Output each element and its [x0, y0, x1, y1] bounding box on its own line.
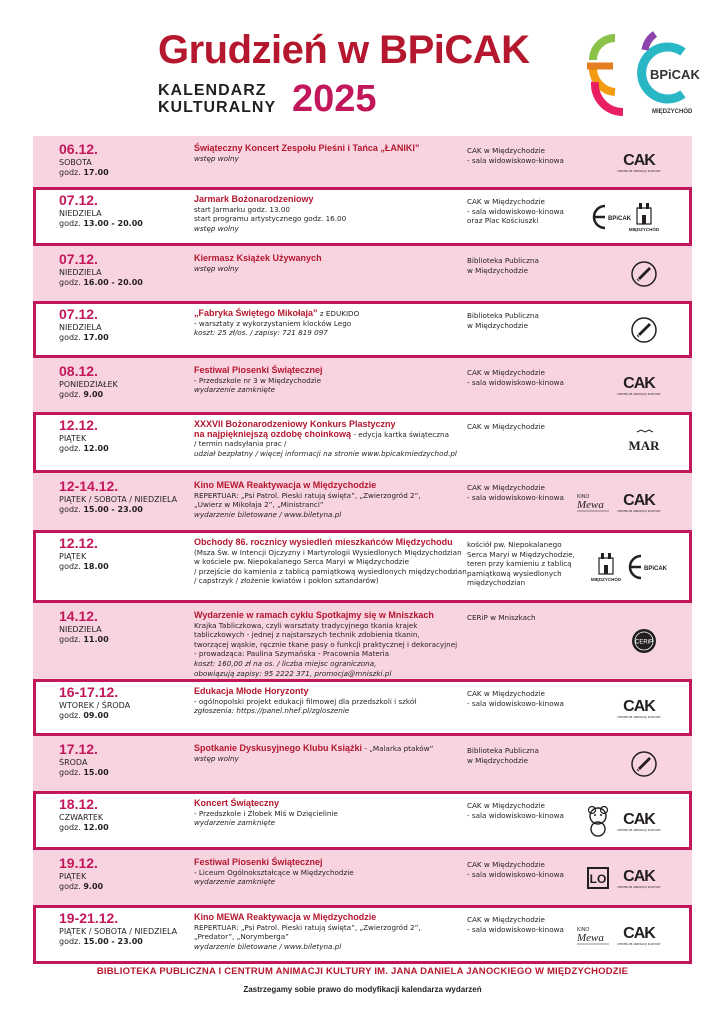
- event-row: [33, 850, 692, 905]
- event-title: Spotkanie Dyskusyjnego Klubu Książki: [194, 743, 363, 753]
- event-place: [467, 801, 587, 820]
- event-details: [194, 744, 484, 763]
- event-place: [467, 915, 590, 934]
- event-note: wstęp wolny: [194, 223, 239, 233]
- event-place-line: CAK w Międzychodzie: [467, 368, 545, 377]
- event-place: [467, 483, 590, 502]
- logo-subtext: MIĘDZYCHÓD: [652, 109, 693, 115]
- event-place-line: CAK w Międzychodzie: [467, 689, 545, 698]
- event-details: [194, 611, 484, 678]
- event-hour: godz. 18.00: [59, 562, 109, 571]
- event-place: [467, 540, 587, 588]
- svg-text:BPiCAK: BPiCAK: [644, 565, 668, 572]
- cak-icon: [619, 488, 659, 516]
- event-line: start programu artystycznego godz. 16.00: [194, 214, 347, 224]
- bpicak-icon: [591, 202, 632, 232]
- event-note: wstęp wolny: [194, 153, 239, 163]
- event-hour: godz. 16.00 - 20.00: [59, 278, 143, 287]
- event-place-line: CAK w Międzychodzie: [467, 801, 545, 810]
- header: [0, 0, 725, 132]
- event-place-line: CAK w Międzychodzie: [467, 483, 545, 492]
- event-hour: godz. 15.00: [59, 768, 109, 777]
- event-line: „Uwierz w Mikołaja 2”, „Ministranci”: [194, 500, 324, 510]
- event-day: SOBOTA: [59, 158, 92, 167]
- event-date: 06.12.: [59, 141, 98, 157]
- event-note: wydarzenie biletowane / www.biletyna.pl: [194, 509, 342, 519]
- event-day: PIĄTEK / SOBOTA / NIEDZIELA: [59, 927, 178, 936]
- event-note: wydarzenie zamknięte: [194, 385, 276, 395]
- event-note: koszt: 160,00 zł na os. / liczba miejsc ograniczona,: [194, 658, 377, 668]
- event-place-line: - sala widowiskowo-kinowa: [467, 869, 564, 879]
- event-details: [194, 309, 484, 338]
- event-title: Koncert Świąteczny: [194, 798, 280, 808]
- event-place-line: oraz Plac Kościuszki: [467, 216, 539, 226]
- event-line: - prowadząca: Paulina Szymańska - Pracownia Materia: [194, 649, 390, 659]
- event-day: NIEDZIELA: [59, 268, 102, 277]
- cak-icon: [619, 148, 659, 176]
- event-title-suffix: z EDUKIDO: [317, 309, 360, 318]
- event-line: start Jarmarku godz. 13.00: [194, 204, 290, 214]
- event-place-line: CAK w Międzychodzie: [467, 422, 545, 431]
- event-row: [33, 187, 692, 246]
- svg-text:BPiCAK: BPiCAK: [608, 215, 632, 222]
- miedzychod-coat-of-arms-icon: [629, 200, 659, 234]
- event-hour: godz. 9.00: [59, 882, 104, 891]
- miedzychod-coat-of-arms-icon: [591, 550, 621, 584]
- cerip-icon: [629, 626, 659, 656]
- svg-text:CERiP: CERiP: [634, 639, 654, 646]
- cak-logo-text: CAK: [623, 697, 655, 715]
- event-note: wydarzenie biletowane / www.biletyna.pl: [194, 941, 342, 951]
- event-date: 17.12.: [59, 741, 98, 757]
- event-day: PIĄTEK: [59, 552, 87, 561]
- library-icon: [629, 315, 659, 345]
- event-details: [194, 538, 484, 586]
- page-subtitle: [158, 82, 276, 116]
- event-date: 12.12.: [59, 535, 98, 551]
- event-place: [467, 746, 587, 765]
- event-hour: godz. 15.00 - 23.00: [59, 505, 143, 514]
- cak-logo-sub: CENTRUM ANIMACJI KULTURY: [617, 714, 661, 719]
- cak-logo-text: CAK: [623, 491, 655, 509]
- event-line: - Przedszkole nr 3 w Międzychodzie: [194, 375, 322, 385]
- cak-logo-text: CAK: [623, 810, 655, 828]
- event-line: tabliczkowych - jednej z najstarszych technik zdobienia tkanin,: [194, 630, 420, 640]
- event-hour: godz. 9.00: [59, 390, 104, 399]
- event-day: CZWARTEK: [59, 813, 104, 822]
- event-place: [467, 197, 587, 226]
- event-details: [194, 195, 484, 233]
- event-place-line: Biblioteka Publiczna: [467, 311, 539, 320]
- event-place-line: - sala widowiskowo-kinowa: [467, 377, 564, 387]
- cak-logo-text: CAK: [623, 151, 655, 169]
- kino-mewa-icon: [573, 922, 613, 948]
- event-place-line: - sala widowiskowo-kinowa: [467, 155, 564, 165]
- event-title: Edukacja Młode Horyzonty: [194, 686, 309, 696]
- event-date: 07.12.: [59, 192, 98, 208]
- event-note: wydarzenie zamknięte: [194, 877, 276, 887]
- cak-icon: [619, 921, 659, 949]
- event-day: WTOREK / ŚRODA: [59, 701, 131, 710]
- event-place-line: Serca Maryi w Międzychodzie,: [467, 549, 575, 559]
- library-icon: [629, 259, 659, 289]
- event-line: REPERTUAR: „Psi Patrol. Pieski ratują święta”, „Zwierzogród 2”,: [194, 922, 421, 932]
- event-place-line: - sala widowiskowo-kinowa: [467, 206, 564, 216]
- event-title: Świąteczny Koncert Zespołu Pieśni i Tańca „ŁANIKI”: [194, 143, 420, 153]
- cak-icon: [619, 694, 659, 722]
- event-title: Obchody 86. rocznicy wysiedleń mieszkańców Międzychodu: [194, 537, 453, 547]
- event-line: / termin nadsyłania prac /: [194, 439, 287, 449]
- svg-text:MAR: MAR: [628, 437, 660, 453]
- event-details: [194, 913, 484, 951]
- event-title: Wydarzenie w ramach cyklu Spotkajmy się w Mniszkach: [194, 610, 434, 620]
- event-place-line: Biblioteka Publiczna: [467, 746, 539, 755]
- cak-logo-sub: CENTRUM ANIMACJI KULTURY: [617, 884, 661, 889]
- event-note: wydarzenie zamknięte: [194, 818, 276, 828]
- library-icon: [629, 749, 659, 779]
- event-row: [33, 736, 692, 791]
- event-note: udział bezpłatny / więcej informacji na stronie www.bpicakmiedzychod.pl: [194, 448, 457, 458]
- event-details: [194, 799, 484, 828]
- event-details: [194, 420, 484, 458]
- svg-text:Mewa: Mewa: [577, 498, 604, 511]
- event-place: [467, 613, 587, 623]
- event-day: PIĄTEK / SOBOTA / NIEDZIELA: [59, 495, 178, 504]
- event-line: - ogólnopolski projekt edukacji filmowej dla przedszkoli i szkół: [194, 696, 417, 706]
- event-row: [33, 530, 692, 603]
- event-place: [467, 860, 587, 879]
- event-date: 08.12.: [59, 363, 98, 379]
- event-note: wstęp wolny: [194, 753, 239, 763]
- event-date: 07.12.: [59, 306, 98, 322]
- event-place-line: CAK w Międzychodzie: [467, 197, 545, 206]
- event-title: Kino MEWA Reaktywacja w Międzychodzie: [194, 480, 377, 490]
- event-place-line: - sala widowiskowo-kinowa: [467, 810, 564, 820]
- event-line: / capstrzyk / złożenie kwiatów i pokłon sztandarów): [194, 576, 379, 586]
- event-row: [33, 136, 692, 187]
- event-line: Krajka Tabliczkowa, czyli warsztaty tradycyjnego tkania krajek: [194, 620, 418, 630]
- event-hour: godz. 15.00 - 23.00: [59, 937, 143, 946]
- event-title: Jarmark Bożonarodzeniowy: [194, 194, 314, 204]
- event-place-line: w Międzychodzie: [467, 755, 529, 765]
- event-title-line-2: na najpiękniejszą ozdobę choinkową: [194, 428, 352, 439]
- event-hour: godz. 17.00: [59, 168, 109, 177]
- year: 2025: [292, 78, 377, 120]
- event-hour: godz. 09.00: [59, 711, 109, 720]
- event-line: „Predator”, „Norymberga”: [194, 932, 289, 942]
- event-day: PONIEDZIAŁEK: [59, 380, 118, 389]
- page-title: Grudzień w BPiCAK: [158, 28, 530, 72]
- event-place-line: teren przy kamieniu z tablicą: [467, 559, 572, 569]
- event-details: [194, 144, 484, 163]
- event-note: koszt: 25 zł/os. / zapisy: 721 819 097: [194, 328, 328, 338]
- event-date: 19.12.: [59, 855, 98, 871]
- event-title-suffix: - „Malarka ptaków”: [362, 744, 434, 753]
- event-date: 16-17.12.: [59, 684, 119, 700]
- cak-icon: [619, 371, 659, 399]
- event-day: PIĄTEK: [59, 434, 87, 443]
- event-hour: godz. 13.00 - 20.00: [59, 219, 143, 228]
- subtitle-line-1: KALENDARZ: [158, 82, 267, 99]
- svg-text:LO: LO: [589, 871, 607, 886]
- cak-logo-text: CAK: [623, 867, 655, 885]
- event-day: NIEDZIELA: [59, 323, 102, 332]
- event-date: 14.12.: [59, 608, 98, 624]
- event-line: w kościele pw. Niepokalanego Serca Maryi w Międzychodzie: [194, 557, 410, 567]
- event-place: [467, 368, 587, 387]
- event-date: 12.12.: [59, 417, 98, 433]
- footer-disclaimer: Zastrzegamy sobie prawo do modyfikacji kalendarza wydarzeń: [243, 985, 482, 994]
- event-place-line: w Międzychodzie: [467, 320, 529, 330]
- event-date: 18.12.: [59, 796, 98, 812]
- cak-logo-sub: CENTRUM ANIMACJI KULTURY: [617, 827, 661, 832]
- cak-icon: [619, 864, 659, 892]
- event-note: obowiązują zapisy: 95 2222 371, promocja@mniszki.pl: [194, 668, 392, 678]
- event-title: Kino MEWA Reaktywacja w Międzychodzie: [194, 912, 377, 922]
- event-hour: godz. 12.00: [59, 823, 109, 832]
- event-row: [33, 358, 692, 412]
- event-day: NIEDZIELA: [59, 209, 102, 218]
- cak-icon: [619, 807, 659, 835]
- event-place-line: międzychodzian: [467, 578, 526, 588]
- cak-logo-sub: CENTRUM ANIMACJI KULTURY: [617, 168, 661, 173]
- teddy-bear-icon: [583, 804, 613, 838]
- event-day: ŚRODA: [59, 758, 88, 767]
- event-place-line: CAK w Międzychodzie: [467, 146, 545, 155]
- svg-text:KINO: KINO: [577, 493, 590, 500]
- event-day: NIEDZIELA: [59, 625, 102, 634]
- cak-logo-text: CAK: [623, 375, 655, 392]
- cak-logo-sub: CENTRUM ANIMACJI KULTURY: [617, 392, 661, 396]
- lo-icon: [583, 863, 613, 893]
- event-date: 12-14.12.: [59, 478, 119, 494]
- event-title: XXXVII Bożonarodzeniowy Konkurs Plastyczny: [194, 419, 396, 429]
- event-place-line: pamiątkową wysiedlonych: [467, 568, 562, 578]
- event-place-line: kościół pw. Niepokalanego: [467, 540, 562, 549]
- event-line: - Przedszkole i Żłobek Miś w Dzięcielinie: [194, 808, 338, 818]
- event-details: [194, 254, 484, 273]
- event-row: [33, 246, 692, 301]
- event-place-line: w Międzychodzie: [467, 265, 529, 275]
- event-title: Festiwal Piosenki Świątecznej: [194, 857, 323, 867]
- event-place: [467, 146, 587, 165]
- kino-mewa-icon: [573, 489, 613, 515]
- event-hour: godz. 17.00: [59, 333, 109, 342]
- subtitle-line-2: KULTURALNY: [158, 99, 277, 116]
- event-line: - warsztaty z wykorzystaniem klocków Lego: [194, 318, 352, 328]
- svg-text:MIĘDZYCHÓD: MIĘDZYCHÓD: [628, 226, 660, 232]
- event-note: wstęp wolny: [194, 263, 239, 273]
- event-place-line: CERiP w Mniszkach: [467, 613, 536, 622]
- event-place-line: - sala widowiskowo-kinowa: [467, 924, 564, 934]
- mar-icon: [629, 428, 659, 458]
- event-place: [467, 256, 587, 275]
- event-row: [33, 679, 692, 736]
- event-place: [467, 311, 587, 330]
- event-line: / przejście do kamienia z tablicą pamiątkową wysiedlonych międzychodzian: [194, 566, 467, 576]
- event-title: Kiermasz Książek Używanych: [194, 253, 322, 263]
- event-note: zgłoszenia: https://panel.nhef.pl/zgloszenie: [194, 706, 350, 716]
- event-details: [194, 366, 484, 395]
- event-line: tworzącej wąskie, ręcznie tkane pasy o funkcji praktycznej i dekoracyjnej: [194, 639, 458, 649]
- event-row: [33, 473, 692, 530]
- event-line: - Liceum Ogólnokształcące w Międzychodzie: [194, 867, 354, 877]
- event-hour: godz. 11.00: [59, 635, 109, 644]
- logo-text: BPiCAK: [650, 67, 700, 82]
- svg-text:MIĘDZYCHÓD: MIĘDZYCHÓD: [590, 576, 622, 582]
- svg-text:Mewa: Mewa: [577, 931, 604, 944]
- event-place-line: Biblioteka Publiczna: [467, 256, 539, 265]
- event-row: [33, 603, 692, 679]
- event-details: [194, 687, 484, 716]
- event-place-line: - sala widowiskowo-kinowa: [467, 698, 564, 708]
- event-place-line: - sala widowiskowo-kinowa: [467, 492, 564, 502]
- event-date: 19-21.12.: [59, 910, 119, 926]
- cak-logo-text: CAK: [623, 924, 655, 942]
- event-day: PIĄTEK: [59, 872, 87, 881]
- svg-text:KINO: KINO: [577, 926, 590, 933]
- bpicak-icon: [627, 552, 668, 582]
- event-place-line: CAK w Międzychodzie: [467, 915, 545, 924]
- event-hour: godz. 12.00: [59, 444, 109, 453]
- event-title: „Fabryka Świętego Mikołaja”: [194, 308, 318, 318]
- event-line: REPERTUAR: „Psi Patrol. Pieski ratują święta”, „Zwierzogród 2”,: [194, 490, 421, 500]
- event-row: [33, 301, 692, 358]
- event-place: [467, 689, 587, 708]
- event-line: (Msza Św. w Intencji Ojczyzny i Martyrologii Wysiedlonych Międzychodzian: [194, 547, 462, 557]
- footer-institution: BIBLIOTEKA PUBLICZNA I CENTRUM ANIMACJI KULTURY IM. JANA DANIELA JANOCKIEGO W MIĘDZYCHODZIE: [96, 966, 629, 977]
- event-details: [194, 858, 484, 887]
- event-place: [467, 422, 587, 432]
- cak-logo-sub: CENTRUM ANIMACJI KULTURY: [617, 941, 661, 946]
- event-row: [33, 905, 692, 964]
- event-details: [194, 481, 484, 519]
- event-title: Festiwal Piosenki Świątecznej: [194, 365, 323, 375]
- event-title-suffix: - edycja kartka świąteczna: [351, 429, 449, 439]
- cak-logo-sub: CENTRUM ANIMACJI KULTURY: [617, 508, 661, 513]
- event-place-line: CAK w Międzychodzie: [467, 860, 545, 869]
- event-row: [33, 412, 692, 473]
- event-date: 07.12.: [59, 251, 98, 267]
- event-row: [33, 791, 692, 850]
